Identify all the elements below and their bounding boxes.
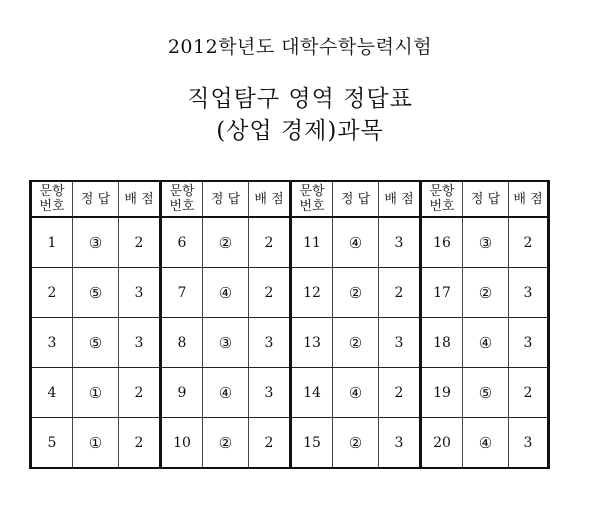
- header-number: 문항 번호: [291, 181, 333, 217]
- points-cell: 2: [119, 217, 161, 268]
- header-number: 문항 번호: [31, 181, 73, 217]
- points-cell: 3: [509, 268, 549, 318]
- header-points: 배 점: [379, 181, 421, 217]
- answer-cell: ④: [333, 368, 379, 418]
- table-row: [31, 418, 549, 469]
- question-number: 18: [421, 318, 463, 368]
- points-cell: 2: [249, 418, 291, 469]
- question-number: 1: [31, 217, 73, 268]
- header-points: 배 점: [119, 181, 161, 217]
- points-cell: 3: [249, 368, 291, 418]
- answer-cell: ①: [73, 418, 119, 469]
- answer-cell: ④: [333, 217, 379, 268]
- answer-cell: ④: [463, 318, 509, 368]
- header-points: 배 점: [249, 181, 291, 217]
- header-answer: 정 답: [333, 181, 379, 217]
- answer-cell: ③: [463, 217, 509, 268]
- answer-cell: ⑤: [73, 268, 119, 318]
- question-number: 12: [291, 268, 333, 318]
- answer-table: [29, 180, 550, 469]
- answer-cell: ⑤: [73, 318, 119, 368]
- question-number: 17: [421, 268, 463, 318]
- answer-cell: ⑤: [463, 368, 509, 418]
- question-number: 10: [161, 418, 203, 469]
- points-cell: 3: [249, 318, 291, 368]
- exam-title: 2012학년도 대학수학능력시험: [167, 36, 433, 58]
- question-number: 7: [161, 268, 203, 318]
- answer-cell: ②: [333, 418, 379, 469]
- answer-cell: ④: [203, 368, 249, 418]
- question-number: 15: [291, 418, 333, 469]
- points-cell: 3: [379, 318, 421, 368]
- points-cell: 3: [119, 318, 161, 368]
- table-row: [31, 217, 549, 268]
- answer-cell: ②: [333, 318, 379, 368]
- answer-cell: ②: [203, 217, 249, 268]
- question-number: 6: [161, 217, 203, 268]
- header-answer: 정 답: [463, 181, 509, 217]
- answer-cell: ②: [203, 418, 249, 469]
- question-number: 3: [31, 318, 73, 368]
- table-row: [31, 318, 549, 368]
- points-cell: 2: [379, 368, 421, 418]
- points-cell: 2: [379, 268, 421, 318]
- points-cell: 2: [249, 217, 291, 268]
- header-number: 문항 번호: [161, 181, 203, 217]
- points-cell: 3: [119, 268, 161, 318]
- points-cell: 3: [379, 217, 421, 268]
- answer-cell: ③: [73, 217, 119, 268]
- answer-cell: ③: [203, 318, 249, 368]
- header-answer: 정 답: [203, 181, 249, 217]
- question-number: 5: [31, 418, 73, 469]
- question-number: 13: [291, 318, 333, 368]
- subject-name: (상업 경제)과목: [216, 118, 384, 144]
- points-cell: 3: [379, 418, 421, 469]
- points-cell: 2: [509, 217, 549, 268]
- points-cell: 2: [119, 368, 161, 418]
- question-number: 16: [421, 217, 463, 268]
- table-row: [31, 268, 549, 318]
- header-answer: 정 답: [73, 181, 119, 217]
- table-header-row: [31, 181, 549, 217]
- question-number: 19: [421, 368, 463, 418]
- points-cell: 3: [509, 318, 549, 368]
- question-number: 2: [31, 268, 73, 318]
- question-number: 4: [31, 368, 73, 418]
- points-cell: 2: [119, 418, 161, 469]
- question-number: 14: [291, 368, 333, 418]
- points-cell: 2: [249, 268, 291, 318]
- header-points: 배 점: [509, 181, 549, 217]
- answer-cell: ②: [333, 268, 379, 318]
- points-cell: 3: [509, 418, 549, 469]
- subject-line: 직업탐구 영역 정답표: [187, 86, 413, 112]
- question-number: 20: [421, 418, 463, 469]
- table-row: [31, 368, 549, 418]
- header-number: 문항 번호: [421, 181, 463, 217]
- question-number: 11: [291, 217, 333, 268]
- question-number: 9: [161, 368, 203, 418]
- points-cell: 2: [509, 368, 549, 418]
- answer-cell: ①: [73, 368, 119, 418]
- answer-cell: ②: [463, 268, 509, 318]
- answer-cell: ④: [203, 268, 249, 318]
- question-number: 8: [161, 318, 203, 368]
- answer-cell: ④: [463, 418, 509, 469]
